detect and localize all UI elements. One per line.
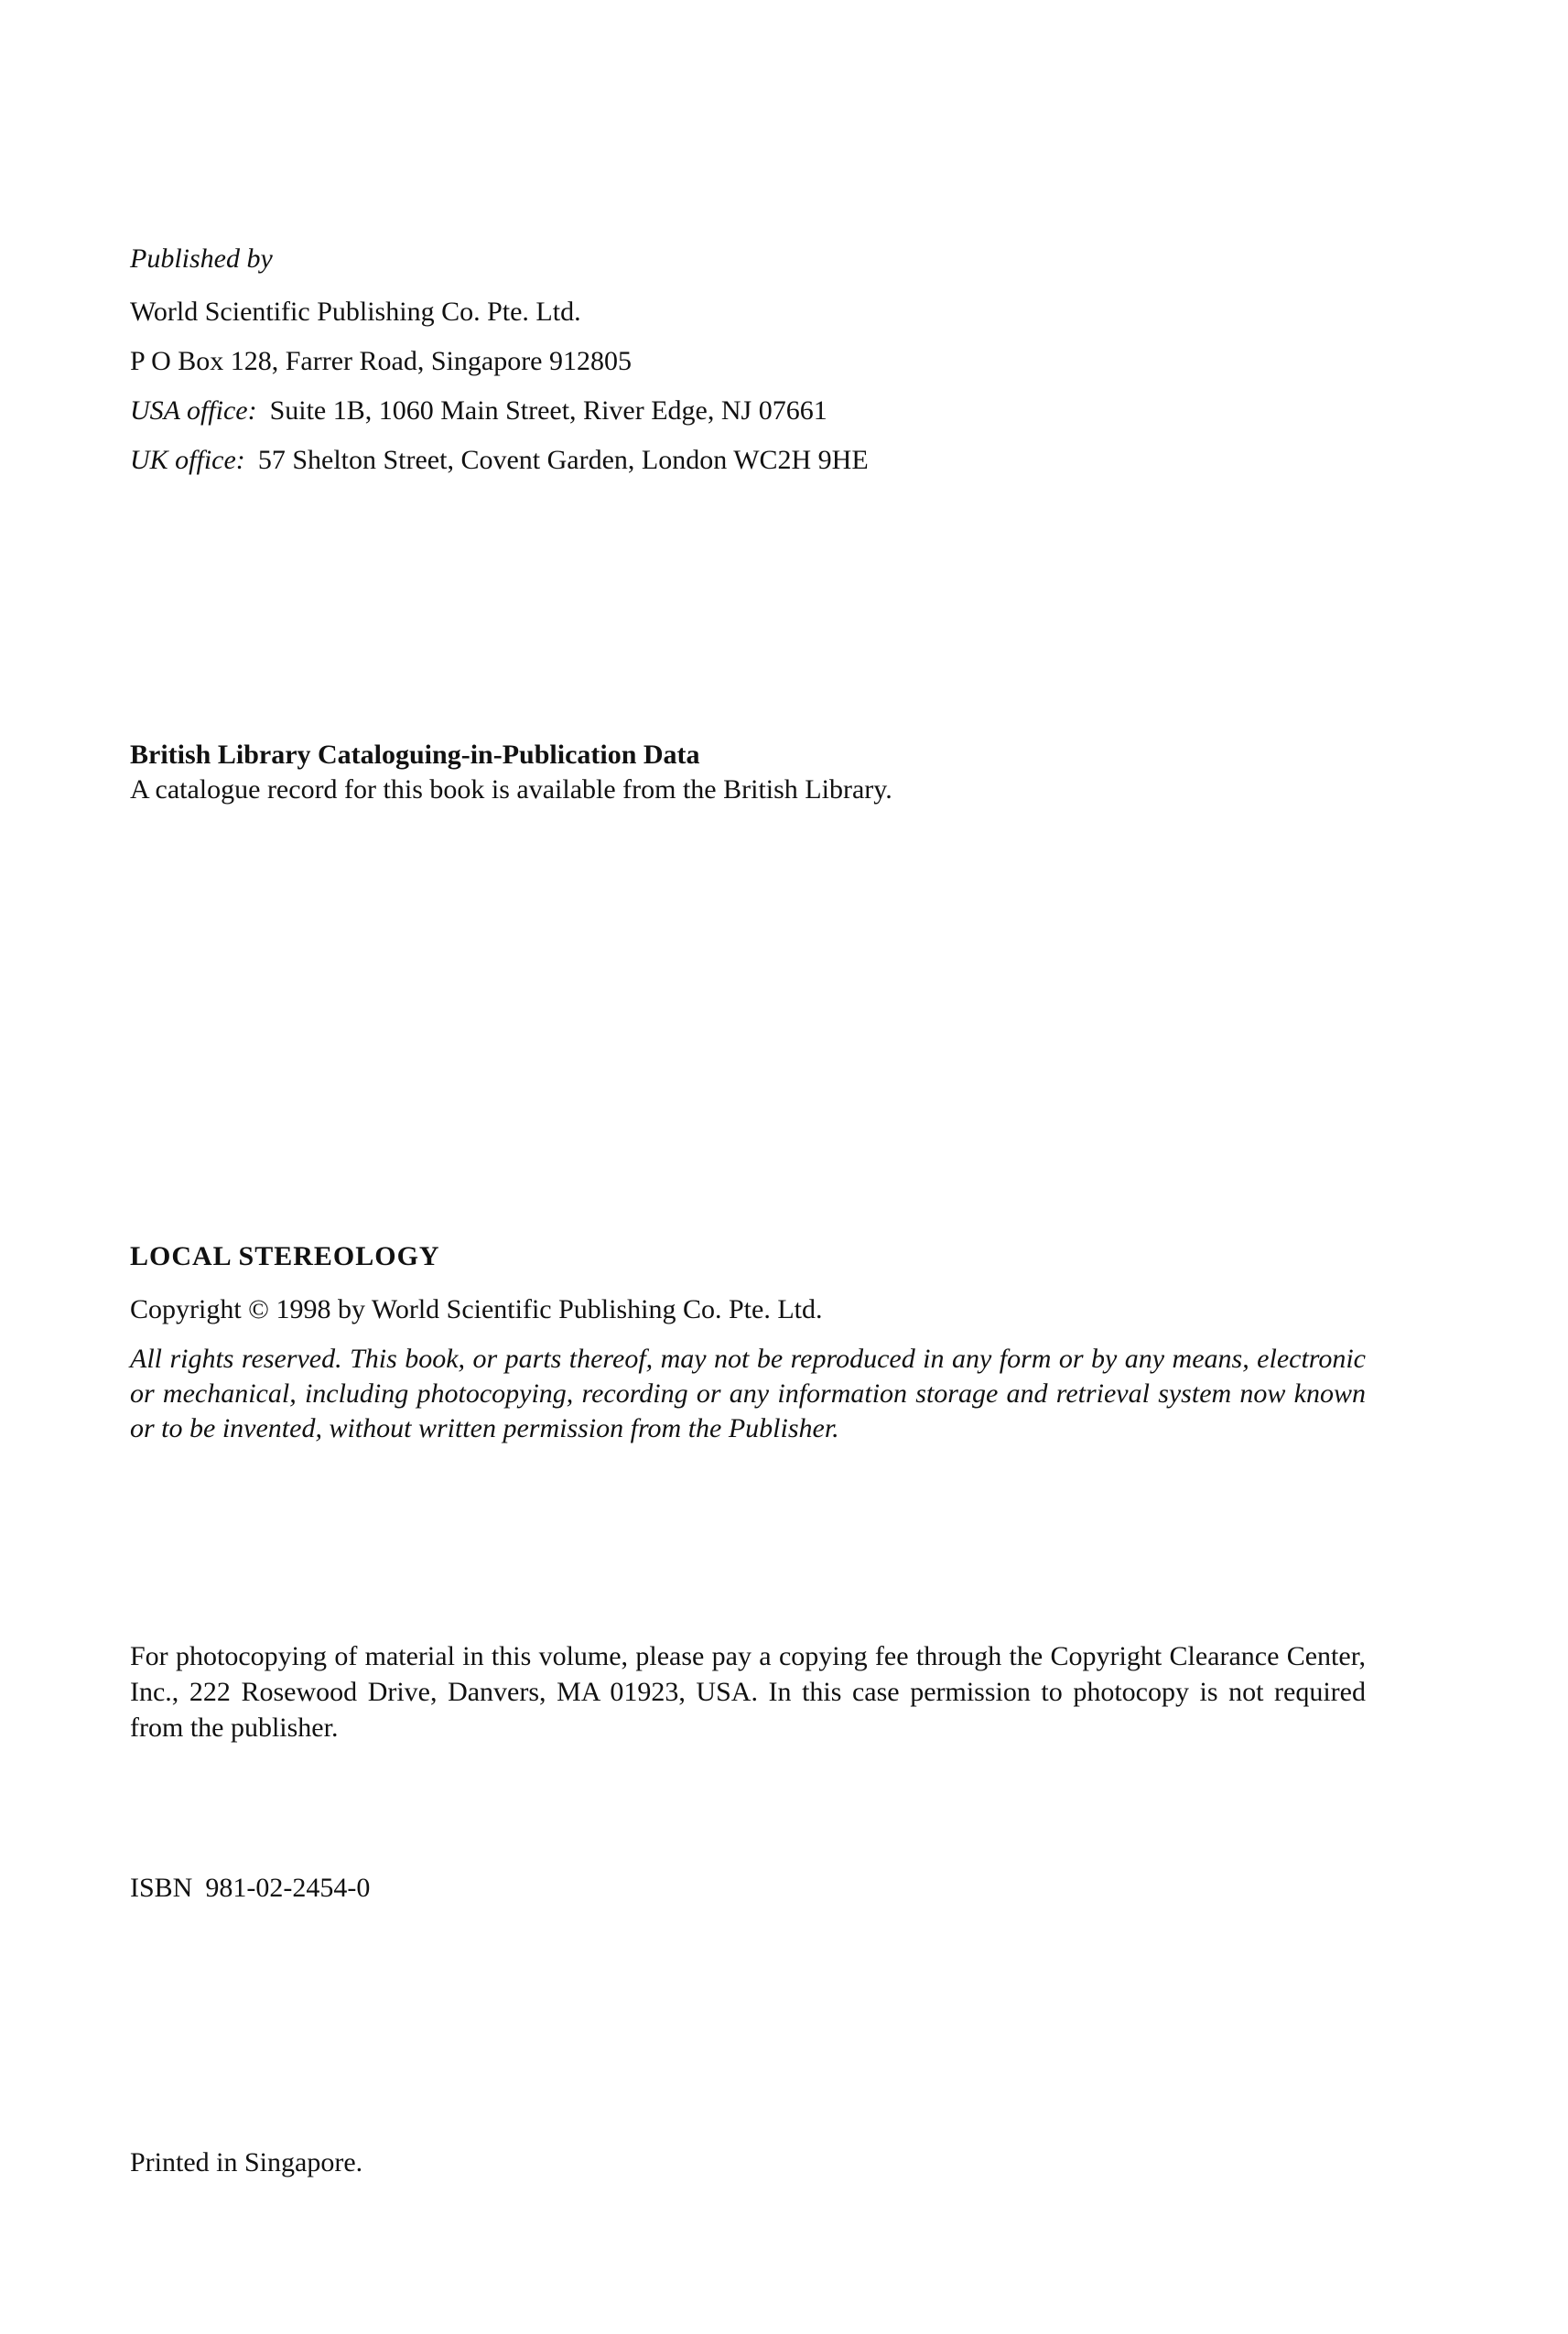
uk-office-line [130,436,1366,485]
cip-text: A catalogue record for this book is available from the British Library. [130,774,892,805]
isbn-block [130,1864,1366,1913]
cip-heading: British Library Cataloguing-in-Publication Data [130,740,700,770]
publisher-block [130,234,1366,485]
isbn-line [130,1864,1366,1913]
copyright-block [130,1232,1366,1446]
isbn-value: 981-02-2454-0 [205,1873,371,1903]
copyright-notice: Copyright © 1998 by World Scientific Publishing Co. Pte. Ltd. [130,1294,823,1324]
uk-office-label: UK office: [130,445,245,475]
published-by-heading: Published by [130,243,273,274]
usa-office-address: Suite 1B, 1060 Main Street, River Edge, NJ 07661 [269,395,827,426]
uk-office-address: 57 Shelton Street, Covent Garden, London WC2H 9HE [257,445,869,475]
rights-statement: All rights reserved. This book, or parts thereof, may not be reproduced in any form or by any means, electronic or mechanical, including photocopying, recording or any information storage and retrieval system now known or to be invented, without written permission from the Publisher. [130,1344,1366,1443]
cip-block [130,738,1366,807]
photocopy-block [130,1638,1366,1745]
printed-in: Printed in Singapore. [130,2147,363,2177]
usa-office-label: USA office: [130,395,257,426]
isbn-label: ISBN [130,1873,193,1903]
printed-block [130,2138,1366,2188]
publisher-name: World Scientific Publishing Co. Pte. Ltd. [130,297,581,327]
publisher-address: P O Box 128, Farrer Road, Singapore 912805 [130,346,632,376]
photocopy-notice: For photocopying of material in this volume, please pay a copying fee through the Copyright Clearance Center, Inc., 222 Rosewood Drive, Danvers, MA 01923, USA. In this case permission to photocopy is not required from the publisher. [130,1641,1366,1743]
book-title: LOCAL STEREOLOGY [130,1241,440,1271]
usa-office-line [130,386,1366,436]
